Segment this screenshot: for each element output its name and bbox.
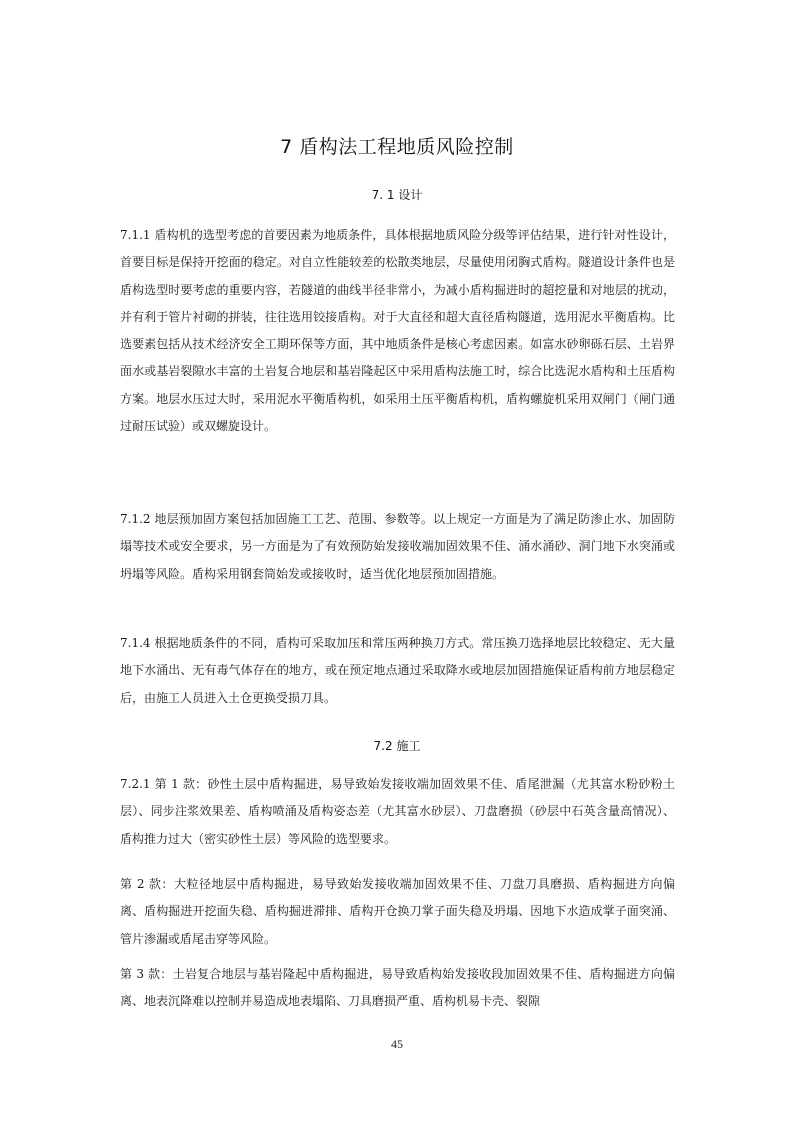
clause-7-2-1-item-3: 第 3 款：土岩复合地层与基岩隆起中盾构掘进，易导致盾构始发接收段加固效果不佳、盾构掘进方向偏离、地表沉降难以控制并易造成地表塌陷、刀具磨损严重、盾构机易卡壳、裂隙 [120,967,675,1009]
clause-7-1-2: 7.1.2 地层预加固方案包括加固施工工艺、范围、参数等。以上规定一方面是为了满足防渗止水、加固防塌等技术或安全要求，另一方面是为了有效预防始发接收端加固效果不佳、涌水涌砂、洞门地下水突涌或坍塌等风险。盾构采用钢套筒始发或接收时，适当优化地层预加固措施。 [120,512,675,581]
section-heading-construction: 7.2 施工 [373,739,421,753]
clause-7-1-1: 7.1.1 盾构机的选型考虑的首要因素为地质条件，具体根据地质风险分级等评估结果，进行针对性设计，首要目标是保持开挖面的稳定。对自立性能较差的松散类地层，尽量使用闭胸式盾构。隧道设计条件也是盾构选型时要考虑的重要内容，若隧道的曲线半径非常小，为减小盾构掘进时的超挖量和对地层的扰动，并有利于管片衬砌的拼装，往往选用铰接盾构。对于大直径和超大直径盾构隧道，选用泥水平衡盾构。比选要素包括从技术经济安全工期环保等方面，其中地质条件是核心考虑因素。如富水砂卵砾石层、土岩界面水或基岩裂隙水丰富的土岩复合地层和基岩隆起区中采用盾构法施工时，综合比选泥水盾构和土压盾构方案。地层水压过大时，采用泥水平衡盾构机，如采用土压平衡盾构机，盾构螺旋机采用双闸门（闸门通过耐压试验）或双螺旋设计。 [120,228,675,434]
clause-7-2-1-item-1: 7.2.1 第 1 款：砂性土层中盾构掘进，易导致始发接收端加固效果不佳、盾尾泄漏（尤其富水粉砂粉土层）、同步注浆效果差、盾构喷涌及盾构姿态差（尤其富水砂层）、刀盘磨损（砂层中石英含量高情况）、盾构推力过大（密实砂性土层）等风险的选型要求。 [120,777,675,846]
clause-7-2-1-item-2: 第 2 款：大粒径地层中盾构掘进，易导致始发接收端加固效果不佳、刀盘刀具磨损、盾构掘进方向偏离、盾构掘进开挖面失稳、盾构掘进滞排、盾构开仓换刀掌子面失稳及坍塌、因地下水造成掌子面突涌、管片渗漏或盾尾击穿等风险。 [120,877,675,946]
section-heading-design: 7. 1 设计 [371,188,423,202]
clause-7-1-4: 7.1.4 根据地质条件的不同，盾构可采取加压和常压两种换刀方式。常压换刀选择地层比较稳定、无大量地下水涌出、无有毒气体存在的地方，或在预定地点通过采取降水或地层加固措施保证盾构前方地层稳定后，由施工人员进入土仓更换受损刀具。 [120,636,675,705]
page-number: 45 [391,1037,403,1051]
chapter-title: 7 盾构法工程地质风险控制 [280,136,514,158]
